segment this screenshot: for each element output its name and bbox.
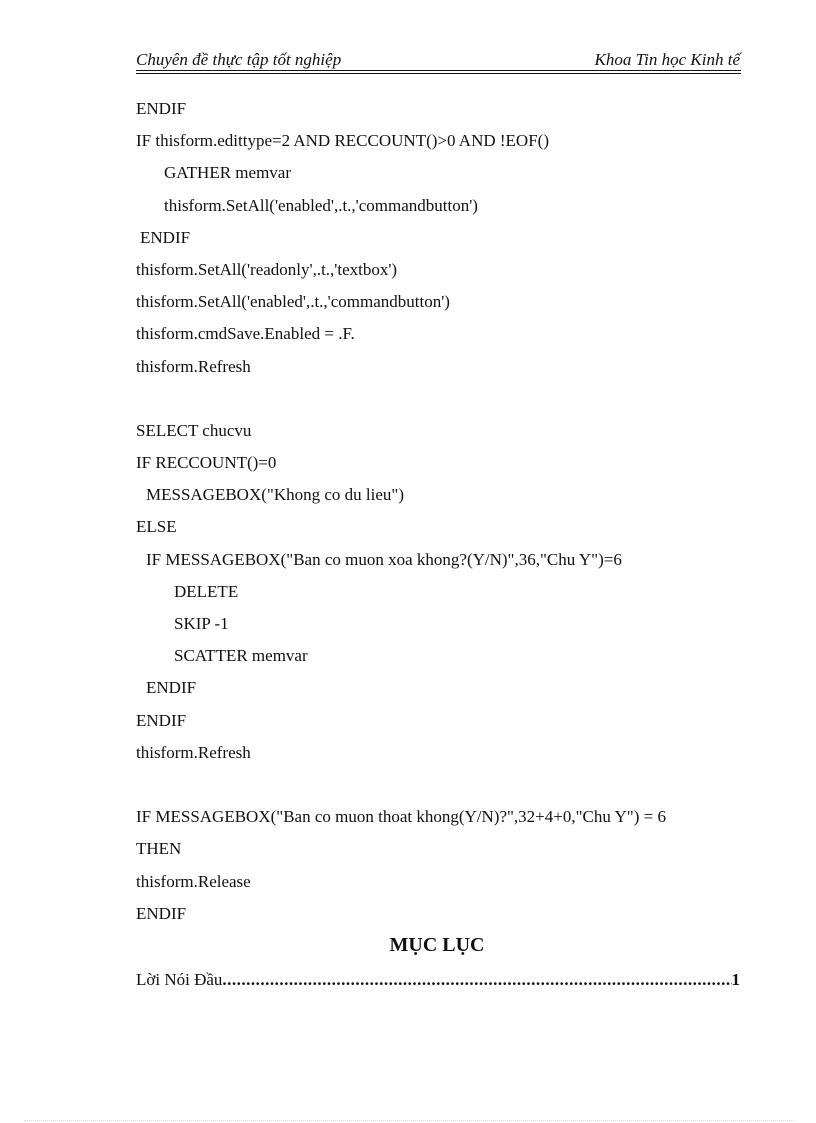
toc-entry-page: 1 (731, 970, 740, 989)
page-header (136, 49, 740, 71)
code-line: IF MESSAGEBOX("Ban co muon xoa khong?(Y/N)",36,"Chu Y")=6 (146, 549, 622, 569)
code-line: ELSE (136, 517, 177, 537)
code-line: thisform.cmdSave.Enabled = .F. (136, 324, 355, 344)
code-line: IF thisform.edittype=2 AND RECCOUNT()>0 AND !EOF() (136, 131, 549, 151)
toc-entry[interactable] (136, 967, 740, 993)
code-line: ENDIF (140, 227, 191, 247)
code-line: ENDIF (136, 710, 187, 730)
code-listing (136, 93, 746, 930)
header-rule-top (136, 70, 741, 71)
code-line: thisform.SetAll('enabled',.t.,'commandbutton') (136, 292, 450, 312)
code-line: thisform.Release (136, 871, 251, 891)
toc-title: MỤC LỤC (389, 934, 485, 956)
code-line: ENDIF (136, 99, 187, 118)
code-line: SELECT chucvu (136, 420, 252, 440)
header-left-text: Chuyên đề thực tập tốt nghiệp (136, 50, 342, 69)
code-line: DELETE (174, 581, 239, 601)
code-line: THEN (136, 839, 182, 859)
code-line: thisform.SetAll('readonly',.t.,'textbox') (136, 259, 398, 279)
code-line: thisform.Refresh (136, 356, 251, 376)
code-line: thisform.Refresh (136, 742, 251, 762)
header-rule-bottom (136, 73, 741, 74)
toc-entry-label: Lời Nói Đầu (136, 970, 223, 989)
code-line: SKIP -1 (174, 614, 229, 633)
code-line: IF MESSAGEBOX("Ban co muon thoat khong(Y/N)?",32+4+0,"Chu Y") = 6 (136, 807, 666, 827)
blank-line (136, 769, 746, 801)
code-line: GATHER memvar (164, 163, 292, 183)
header-right-text: Khoa Tin học Kinh tế (594, 50, 740, 69)
code-line: ENDIF (136, 903, 187, 923)
toc-leader-dots (222, 967, 731, 993)
code-line: IF RECCOUNT()=0 (136, 453, 277, 473)
code-line: ENDIF (146, 678, 197, 698)
code-line: SCATTER memvar (174, 646, 308, 666)
page-bottom-border (24, 1120, 794, 1122)
code-line: thisform.SetAll('enabled',.t.,'commandbutton') (164, 195, 478, 215)
code-line: MESSAGEBOX("Khong co du lieu") (146, 485, 405, 505)
blank-line (136, 383, 746, 415)
